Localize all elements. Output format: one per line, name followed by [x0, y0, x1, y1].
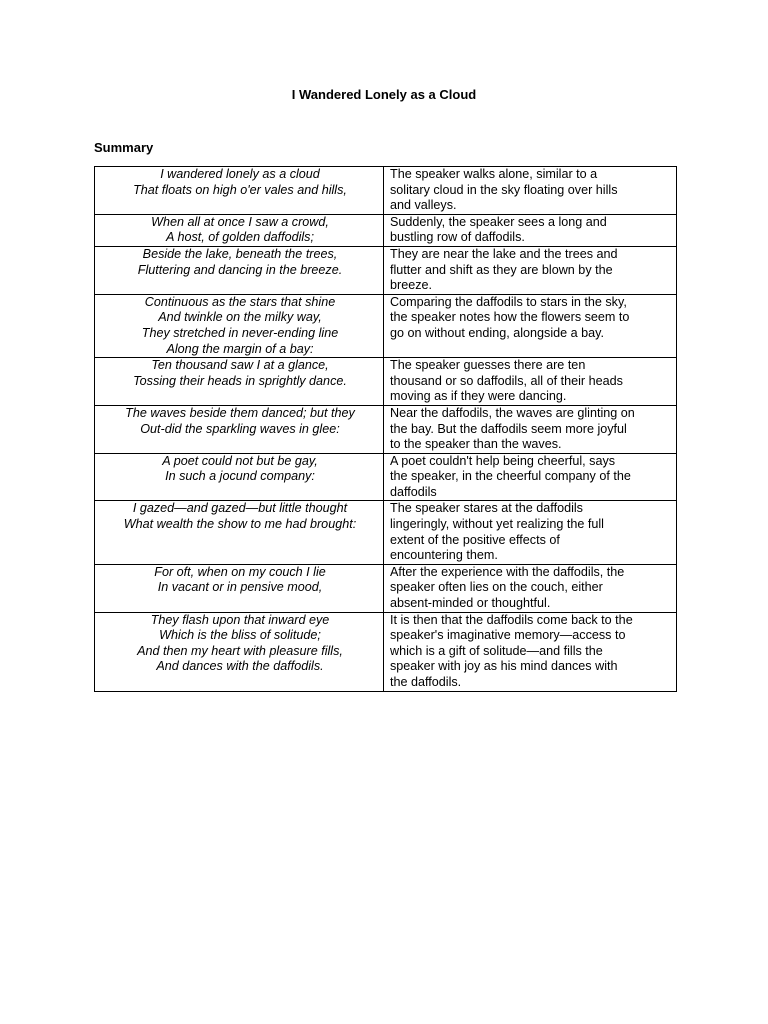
stanza-cell — [95, 405, 384, 453]
summary-cell — [384, 294, 677, 357]
stanza-line: In vacant or in pensive mood, — [157, 580, 323, 595]
table-row — [95, 246, 677, 294]
summary-line: bustling row of daffodils. — [390, 230, 525, 245]
stanza-cell — [95, 501, 384, 564]
summary-table — [94, 166, 677, 692]
summary-cell — [384, 453, 677, 501]
summary-line: Suddenly, the speaker sees a long and — [390, 214, 607, 229]
summary-cell — [384, 612, 677, 691]
stanza-line: And twinkle on the milky way, — [158, 310, 322, 325]
stanza-line: In such a jocund company: — [165, 469, 315, 484]
section-heading-summary: Summary — [94, 140, 154, 155]
summary-line: They are near the lake and the trees and — [390, 246, 618, 261]
summary-line: Near the daffodils, the waves are glinting on — [390, 405, 635, 420]
summary-line: flutter and shift as they are blown by the — [390, 262, 613, 277]
summary-line: go on without ending, alongside a bay. — [390, 325, 605, 340]
summary-line: and valleys. — [390, 198, 457, 213]
stanza-cell — [95, 612, 384, 691]
summary-line: the daffodils. — [390, 675, 462, 689]
stanza-cell — [95, 294, 384, 357]
document-title: I Wandered Lonely as a Cloud — [291, 87, 477, 102]
summary-line: the speaker notes how the flowers seem to — [390, 310, 630, 325]
stanza-line: Continuous as the stars that shine — [144, 294, 336, 309]
table-row — [95, 358, 677, 406]
stanza-line: A poet could not but be gay, — [162, 453, 318, 468]
stanza-line: Beside the lake, beneath the trees, — [142, 246, 338, 261]
table-row — [95, 501, 677, 564]
stanza-line: When all at once I saw a crowd, — [151, 214, 329, 229]
summary-line: A poet couldn't help being cheerful, says — [390, 453, 616, 468]
summary-cell — [384, 358, 677, 406]
summary-line: speaker's imaginative memory—access to — [390, 628, 626, 643]
summary-line: extent of the positive effects of — [390, 532, 560, 547]
stanza-line: I wandered lonely as a cloud — [160, 167, 320, 181]
summary-line: encountering them. — [390, 548, 498, 563]
stanza-line: I gazed—and gazed—but little thought — [132, 501, 348, 516]
summary-line: thousand or so daffodils, all of their heads — [390, 373, 623, 388]
summary-line: absent-minded or thoughtful. — [390, 596, 551, 611]
summary-line: breeze. — [390, 278, 433, 293]
summary-line: The speaker stares at the daffodils — [390, 501, 583, 516]
stanza-line: A host, of golden daffodils; — [166, 230, 314, 245]
stanza-line: What wealth the show to me had brought: — [123, 517, 357, 532]
summary-line: daffodils — [390, 484, 437, 499]
summary-line: solitary cloud in the sky floating over hills — [390, 182, 618, 197]
table-row — [95, 405, 677, 453]
stanza-cell — [95, 564, 384, 612]
stanza-cell — [95, 167, 384, 215]
summary-cell — [384, 214, 677, 246]
summary-line: to the speaker than the waves. — [390, 437, 562, 452]
summary-line: Comparing the daffodils to stars in the sky, — [390, 294, 627, 309]
summary-line: the speaker, in the cheerful company of the — [390, 469, 631, 484]
stanza-line: And dances with the daffodils. — [156, 659, 324, 674]
stanza-line: They stretched in never-ending line — [141, 325, 339, 340]
stanza-line: Fluttering and dancing in the breeze. — [137, 262, 343, 277]
summary-line: the bay. But the daffodils seem more joyful — [390, 421, 627, 436]
stanza-line: Out-did the sparkling waves in glee: — [140, 421, 340, 436]
summary-cell — [384, 564, 677, 612]
stanza-line: The waves beside them danced; but they — [125, 405, 355, 420]
stanza-line: They flash upon that inward eye — [150, 612, 330, 627]
summary-line: speaker often lies on the couch, either — [390, 580, 603, 595]
summary-line: After the experience with the daffodils, the — [390, 564, 625, 579]
stanza-line: And then my heart with pleasure fills, — [137, 643, 343, 658]
summary-line: The speaker guesses there are ten — [390, 358, 586, 373]
stanza-line: For oft, when on my couch I lie — [154, 564, 326, 579]
stanza-line: Which is the bliss of solitude; — [159, 628, 321, 643]
summary-cell — [384, 501, 677, 564]
stanza-line: That floats on high o'er vales and hills, — [133, 182, 347, 197]
table-row — [95, 564, 677, 612]
summary-line: The speaker walks alone, similar to a — [390, 167, 598, 181]
table-row — [95, 612, 677, 691]
summary-line: moving as if they were dancing. — [390, 389, 567, 404]
table-row — [95, 453, 677, 501]
table-row — [95, 214, 677, 246]
stanza-cell — [95, 246, 384, 294]
table-row — [95, 294, 677, 357]
stanza-cell — [95, 358, 384, 406]
summary-cell — [384, 167, 677, 215]
summary-table-body — [95, 167, 677, 692]
stanza-line: Ten thousand saw I at a glance, — [151, 358, 329, 373]
summary-line: lingeringly, without yet realizing the full — [390, 517, 604, 532]
summary-cell — [384, 246, 677, 294]
stanza-line: Tossing their heads in sprightly dance. — [133, 373, 347, 388]
stanza-cell — [95, 214, 384, 246]
stanza-cell — [95, 453, 384, 501]
summary-cell — [384, 405, 677, 453]
table-row — [95, 167, 677, 215]
summary-line: speaker with joy as his mind dances with — [390, 659, 618, 674]
stanza-line: Along the margin of a bay: — [166, 341, 314, 356]
summary-line: which is a gift of solitude—and fills the — [390, 643, 603, 658]
summary-line: It is then that the daffodils come back to the — [390, 612, 633, 627]
